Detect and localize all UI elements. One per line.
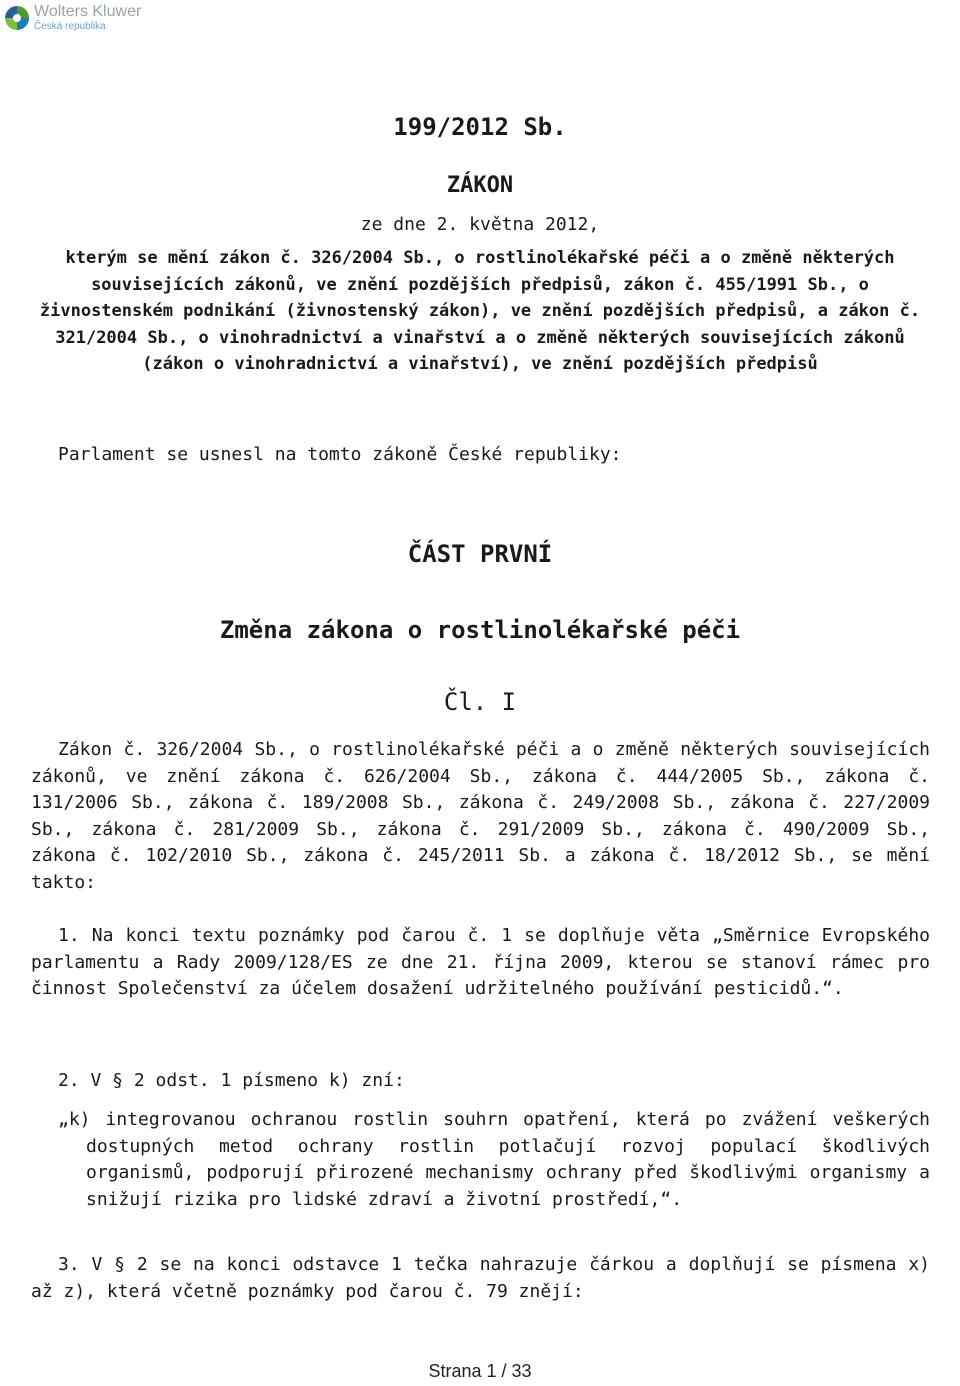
page-number: Strana 1 / 33 xyxy=(428,1361,532,1381)
amendment-item-3: 3. V § 2 se na konci odstavce 1 tečka nahrazuje čárkou a doplňují se písmena x) až z), která včetně poznámky pod čarou č. 79 znějí: xyxy=(31,1254,930,1302)
article-label: Čl. I xyxy=(443,688,517,716)
logo-subtitle: Česká republika xyxy=(34,21,106,32)
enacting-clause: Parlament se usnesl na tomto zákoně České republiky: xyxy=(58,444,622,465)
amendment-item-1: 1. Na konci textu poznámky pod čarou č. 1 se doplňuje věta „Směrnice Evropského parlamentu a Rady 2009/128/ES ze dne 21. října 2009, kterou se stanoví rámec pro činnost Společenství za účelem dosažení udržitelného používání pesticidů.“. xyxy=(31,925,930,999)
document-date: ze dne 2. května 2012, xyxy=(360,214,600,235)
chapter-title: Změna zákona o rostlinolékařské péči xyxy=(219,616,741,644)
publisher-logo xyxy=(4,4,141,32)
main-paragraph: Zákon č. 326/2004 Sb., o rostlinolékařské péči a o změně některých souvisejících zákonů, ve znění zákona č. 626/2004 Sb., zákona č. 444/2005 Sb., zákona č. 131/2006 Sb., zákona č. 189/2008 Sb., zákona č. 249/2008 Sb., zákona č. 227/2009 Sb., zákona č. 281/2009 Sb., zákona č. 291/2009 Sb., zákona č. 490/2009 Sb., zákona č. 102/2010 Sb., zákona č. 245/2011 Sb. a zákona č. 18/2012 Sb., se mění takto: xyxy=(31,739,930,893)
document-subject: kterým se mění zákon č. 326/2004 Sb., o rostlinolékařské péči a o změně některých souvisejících zákonů, ve znění pozdějších předpisů, zákon č. 455/1991 Sb., o živnostenském podnikání (živnostenský zákon), ve znění pozdějších předpisů, a zákon č. 321/2004 Sb., o vinohradnictví a vinařství a o změně některých souvisejících zákonů (zákon o vinohradnictví a vinařství), ve znění pozdějších předpisů xyxy=(39,248,921,374)
amendment-item-2-text: „k) integrovanou ochranou rostlin souhrn opatření, která po zvážení veškerých dostupných metod ochrany rostlin potlačují rozvoj populací škodlivých organismů, podporují přirozené mechanismy ochrany před škodlivými organismy a snižují rizika pro lidské zdraví a životní prostředí,“. xyxy=(58,1109,930,1210)
wolters-kluwer-logo-icon xyxy=(4,5,30,31)
logo-name: Wolters Kluwer xyxy=(34,3,142,20)
document-number: 199/2012 Sb. xyxy=(393,113,567,141)
document-type: ZÁKON xyxy=(446,173,514,198)
part-title: ČÁST PRVNÍ xyxy=(407,540,553,568)
amendment-item-2: 2. V § 2 odst. 1 písmeno k) zní: xyxy=(58,1070,405,1091)
